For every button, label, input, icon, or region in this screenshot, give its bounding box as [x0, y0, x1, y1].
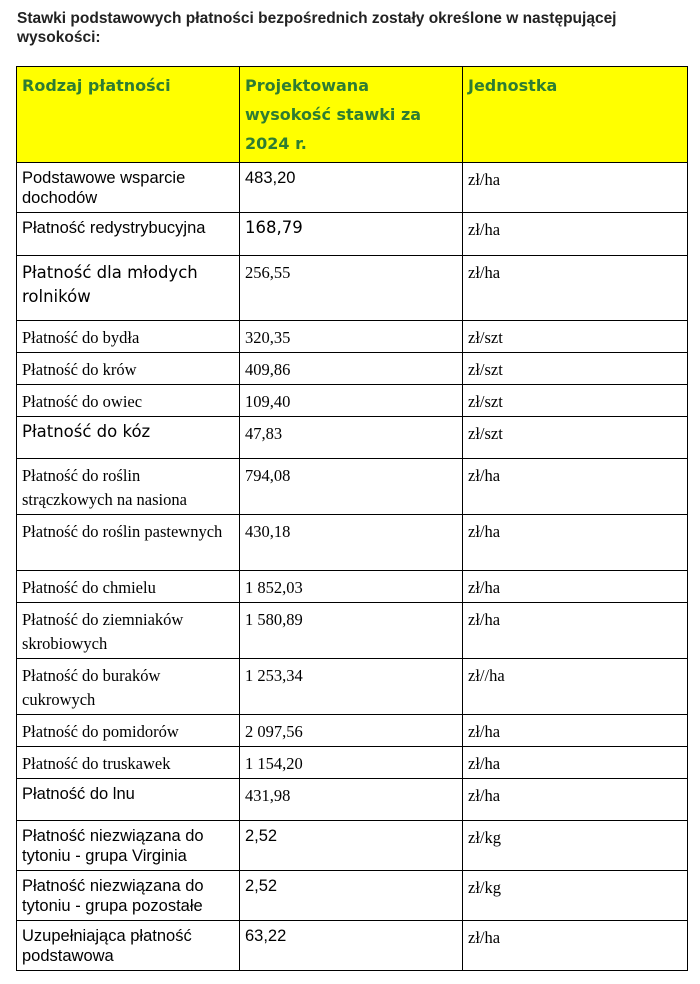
payment-unit: zł/ha — [463, 459, 688, 515]
table-row — [17, 353, 688, 385]
table-row — [17, 603, 688, 659]
payment-name: Płatność do ziemniaków skrobiowych — [17, 603, 240, 659]
payment-name: Płatność do roślin strączkowych na nasiona — [17, 459, 240, 515]
payment-name: Płatność do buraków cukrowych — [17, 659, 240, 715]
table-row — [17, 213, 688, 256]
payment-name: Płatność do lnu — [17, 779, 240, 821]
table-row — [17, 571, 688, 603]
payment-name: Płatność do owiec — [17, 385, 240, 417]
header-row — [17, 67, 688, 163]
payment-rate: 2 097,56 — [240, 715, 463, 747]
payment-unit: zł//ha — [463, 659, 688, 715]
table-row — [17, 715, 688, 747]
table-row — [17, 659, 688, 715]
intro-text: Stawki podstawowych płatności bezpośrednich zostały określone w następującej wysokości: — [17, 10, 617, 46]
payment-rate: 431,98 — [240, 779, 463, 821]
payment-unit: zł/szt — [463, 385, 688, 417]
table-row — [17, 163, 688, 213]
payment-unit: zł/ha — [463, 213, 688, 256]
payment-unit: zł/ha — [463, 256, 688, 321]
payment-rate: 1 580,89 — [240, 603, 463, 659]
table-row — [17, 417, 688, 459]
header-projected-rate: Projektowana wysokość stawki za 2024 r. — [240, 67, 463, 163]
payment-unit: zł/ha — [463, 779, 688, 821]
payment-unit: zł/ha — [463, 747, 688, 779]
payment-rate: 63,22 — [240, 921, 463, 971]
payment-rate: 483,20 — [240, 163, 463, 213]
table-row — [17, 821, 688, 871]
payment-rate: 168,79 — [240, 213, 463, 256]
payment-unit: zł/ha — [463, 921, 688, 971]
payment-unit: zł/ha — [463, 603, 688, 659]
table-row — [17, 515, 688, 571]
payment-rates-table — [16, 66, 688, 971]
table-row — [17, 921, 688, 971]
payment-unit: zł/szt — [463, 321, 688, 353]
payment-name: Płatność dla młodych rolników — [17, 256, 240, 321]
payment-unit: zł/szt — [463, 353, 688, 385]
payment-rate: 2,52 — [240, 871, 463, 921]
payment-rate: 109,40 — [240, 385, 463, 417]
payment-rate: 430,18 — [240, 515, 463, 571]
payment-unit: zł/szt — [463, 417, 688, 459]
payment-rate: 47,83 — [240, 417, 463, 459]
payment-unit: zł/ha — [463, 715, 688, 747]
payment-unit: zł/kg — [463, 871, 688, 921]
payment-name: Płatność niezwiązana do tytoniu - grupa Virginia — [17, 821, 240, 871]
payment-rate: 256,55 — [240, 256, 463, 321]
payment-name: Podstawowe wsparcie dochodów — [17, 163, 240, 213]
payment-rate: 2,52 — [240, 821, 463, 871]
table-row — [17, 871, 688, 921]
payment-rate: 1 253,34 — [240, 659, 463, 715]
table-row — [17, 747, 688, 779]
payment-name: Płatność do bydła — [17, 321, 240, 353]
payment-unit: zł/ha — [463, 515, 688, 571]
payment-rate: 1 154,20 — [240, 747, 463, 779]
payment-rate: 1 852,03 — [240, 571, 463, 603]
table-row — [17, 256, 688, 321]
payment-name: Płatność do pomidorów — [17, 715, 240, 747]
header-payment-type: Rodzaj płatności — [17, 67, 240, 163]
payment-name: Uzupełniająca płatność podstawowa — [17, 921, 240, 971]
payment-name: Płatność do chmielu — [17, 571, 240, 603]
header-unit: Jednostka — [463, 67, 688, 163]
payment-name: Płatność do truskawek — [17, 747, 240, 779]
payment-name: Płatność do krów — [17, 353, 240, 385]
payment-unit: zł/kg — [463, 821, 688, 871]
payment-name: Płatność do roślin pastewnych — [17, 515, 240, 571]
payment-unit: zł/ha — [463, 163, 688, 213]
payment-name: Płatność niezwiązana do tytoniu - grupa pozostałe — [17, 871, 240, 921]
table-row — [17, 321, 688, 353]
payment-unit: zł/ha — [463, 571, 688, 603]
payment-rate: 794,08 — [240, 459, 463, 515]
table-row — [17, 779, 688, 821]
payment-rate: 320,35 — [240, 321, 463, 353]
payment-name: Płatność do kóz — [17, 417, 240, 459]
table-row — [17, 459, 688, 515]
payment-name: Płatność redystrybucyjna — [17, 213, 240, 256]
payment-rate: 409,86 — [240, 353, 463, 385]
table-row — [17, 385, 688, 417]
